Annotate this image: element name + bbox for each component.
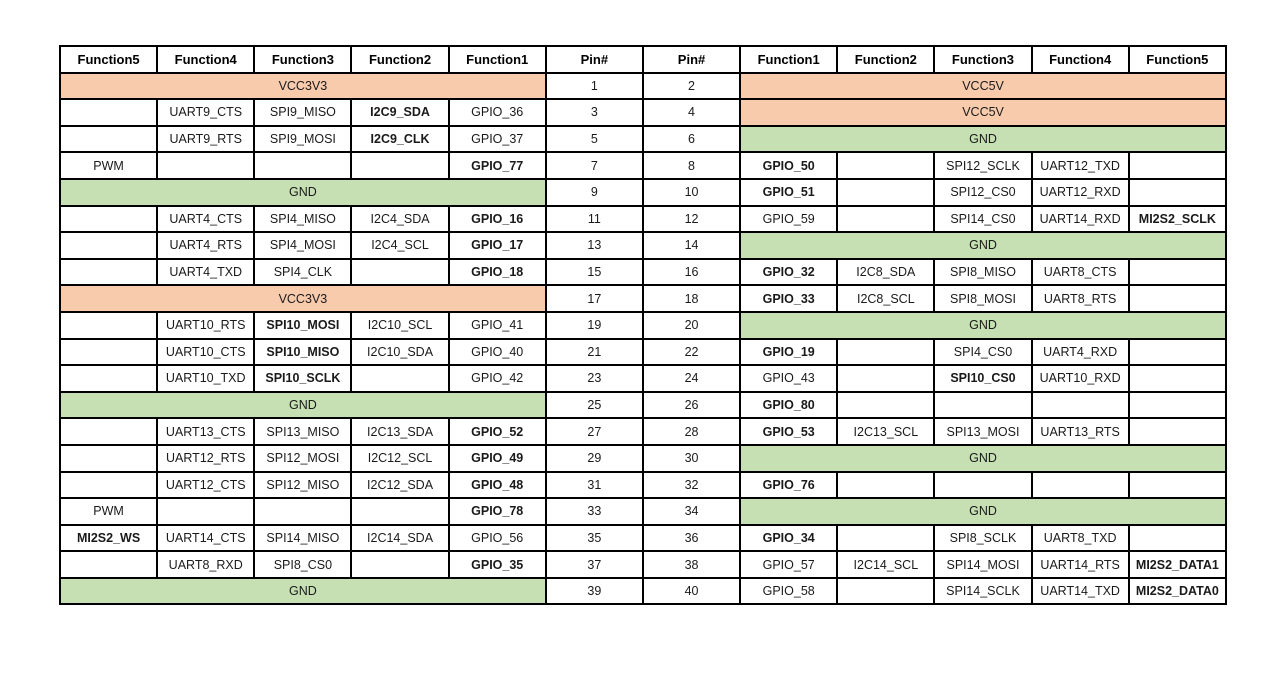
power-cell-left: VCC3V3 <box>60 285 546 312</box>
pin-number-cell-even: 6 <box>643 126 740 153</box>
function-cell-right: SPI13_MOSI <box>934 418 1031 445</box>
function-cell-left: UART13_CTS <box>157 418 254 445</box>
function-cell-left <box>254 152 351 179</box>
pin-row-9-10 <box>60 179 1226 206</box>
function-cell-right <box>1129 472 1226 499</box>
function-cell-right: GPIO_76 <box>740 472 837 499</box>
ground-cell-right: GND <box>740 312 1226 339</box>
function-cell-right: UART12_TXD <box>1032 152 1129 179</box>
function-cell-right <box>837 179 934 206</box>
function-cell-left <box>351 498 448 525</box>
function-cell-right: GPIO_50 <box>740 152 837 179</box>
function-cell-right: MI2S2_DATA0 <box>1129 578 1226 605</box>
pin-number-cell-even: 34 <box>643 498 740 525</box>
function-cell-right: GPIO_80 <box>740 392 837 419</box>
function-cell-left <box>60 445 157 472</box>
function-cell-right <box>837 206 934 233</box>
function-cell-left: GPIO_49 <box>449 445 546 472</box>
function-cell-left: GPIO_37 <box>449 126 546 153</box>
pin-number-cell-even: 8 <box>643 152 740 179</box>
function-cell-right: I2C8_SDA <box>837 259 934 286</box>
function-cell-left: UART12_CTS <box>157 472 254 499</box>
pin-number-cell-even: 14 <box>643 232 740 259</box>
power-cell-left: VCC3V3 <box>60 73 546 100</box>
function-cell-left: GPIO_42 <box>449 365 546 392</box>
pin-number-cell-odd: 23 <box>546 365 643 392</box>
pin-row-33-34 <box>60 498 1226 525</box>
column-header-function3-left: Function3 <box>254 46 351 73</box>
function-cell-right: SPI8_SCLK <box>934 525 1031 552</box>
pin-number-cell-odd: 31 <box>546 472 643 499</box>
pin-row-39-40 <box>60 578 1226 605</box>
function-cell-left: SPI14_MISO <box>254 525 351 552</box>
column-header-function4-right: Function4 <box>1032 46 1129 73</box>
function-cell-right <box>1129 179 1226 206</box>
function-cell-left <box>60 232 157 259</box>
function-cell-right: SPI12_CS0 <box>934 179 1031 206</box>
function-cell-left <box>60 126 157 153</box>
pin-number-cell-odd: 15 <box>546 259 643 286</box>
function-cell-left <box>60 206 157 233</box>
function-cell-right: GPIO_58 <box>740 578 837 605</box>
pin-row-3-4 <box>60 99 1226 126</box>
function-cell-left: PWM <box>60 152 157 179</box>
function-cell-left: SPI12_MISO <box>254 472 351 499</box>
function-cell-right: GPIO_57 <box>740 551 837 578</box>
pin-row-7-8 <box>60 152 1226 179</box>
pin-row-15-16 <box>60 259 1226 286</box>
pin-number-cell-odd: 9 <box>546 179 643 206</box>
function-cell-right: SPI14_SCLK <box>934 578 1031 605</box>
function-cell-left <box>60 418 157 445</box>
pin-number-cell-even: 20 <box>643 312 740 339</box>
function-cell-right <box>1129 525 1226 552</box>
function-cell-left <box>351 259 448 286</box>
pin-row-25-26 <box>60 392 1226 419</box>
pin-number-cell-even: 18 <box>643 285 740 312</box>
function-cell-left: GPIO_18 <box>449 259 546 286</box>
pinout-table-header <box>60 46 1226 73</box>
function-cell-left <box>60 551 157 578</box>
function-cell-left: SPI10_SCLK <box>254 365 351 392</box>
function-cell-right <box>934 392 1031 419</box>
function-cell-left: UART12_RTS <box>157 445 254 472</box>
pin-row-5-6 <box>60 126 1226 153</box>
ground-cell-left: GND <box>60 392 546 419</box>
function-cell-left: I2C12_SDA <box>351 472 448 499</box>
function-cell-right <box>1129 365 1226 392</box>
function-cell-right: UART12_RXD <box>1032 179 1129 206</box>
pin-number-cell-even: 2 <box>643 73 740 100</box>
column-header-function5-left: Function5 <box>60 46 157 73</box>
function-cell-right: GPIO_32 <box>740 259 837 286</box>
pin-number-cell-even: 24 <box>643 365 740 392</box>
column-header-function2-left: Function2 <box>351 46 448 73</box>
function-cell-left: GPIO_48 <box>449 472 546 499</box>
pin-row-31-32 <box>60 472 1226 499</box>
function-cell-left: GPIO_77 <box>449 152 546 179</box>
function-cell-left <box>60 259 157 286</box>
function-cell-right: GPIO_51 <box>740 179 837 206</box>
pin-number-cell-odd: 19 <box>546 312 643 339</box>
function-cell-right: SPI14_CS0 <box>934 206 1031 233</box>
pin-number-cell-odd: 29 <box>546 445 643 472</box>
function-cell-right: UART14_RXD <box>1032 206 1129 233</box>
pin-row-1-2 <box>60 73 1226 100</box>
pinout-table-body <box>60 73 1226 605</box>
ground-cell-right: GND <box>740 232 1226 259</box>
function-cell-left: UART14_CTS <box>157 525 254 552</box>
pin-number-cell-even: 4 <box>643 99 740 126</box>
pin-number-cell-even: 36 <box>643 525 740 552</box>
pin-row-37-38 <box>60 551 1226 578</box>
function-cell-right: UART4_RXD <box>1032 339 1129 366</box>
function-cell-right: MI2S2_DATA1 <box>1129 551 1226 578</box>
pin-number-cell-even: 38 <box>643 551 740 578</box>
function-cell-left <box>60 365 157 392</box>
function-cell-right: I2C13_SCL <box>837 418 934 445</box>
function-cell-left: I2C12_SCL <box>351 445 448 472</box>
pin-number-cell-even: 16 <box>643 259 740 286</box>
pin-row-11-12 <box>60 206 1226 233</box>
function-cell-right: SPI4_CS0 <box>934 339 1031 366</box>
function-cell-left: UART8_RXD <box>157 551 254 578</box>
function-cell-left: SPI12_MOSI <box>254 445 351 472</box>
pin-row-21-22 <box>60 339 1226 366</box>
function-cell-right: SPI12_SCLK <box>934 152 1031 179</box>
function-cell-left: I2C13_SDA <box>351 418 448 445</box>
pin-number-cell-odd: 5 <box>546 126 643 153</box>
function-cell-left: UART9_RTS <box>157 126 254 153</box>
function-cell-left: UART4_CTS <box>157 206 254 233</box>
function-cell-left: SPI9_MOSI <box>254 126 351 153</box>
function-cell-right <box>1129 392 1226 419</box>
column-header-function5-right: Function5 <box>1129 46 1226 73</box>
function-cell-left <box>60 472 157 499</box>
function-cell-left: PWM <box>60 498 157 525</box>
pin-number-cell-odd: 21 <box>546 339 643 366</box>
function-cell-left: I2C4_SDA <box>351 206 448 233</box>
function-cell-right <box>1129 339 1226 366</box>
pin-number-cell-odd: 37 <box>546 551 643 578</box>
function-cell-right <box>1129 285 1226 312</box>
pin-row-35-36 <box>60 525 1226 552</box>
ground-cell-right: GND <box>740 126 1226 153</box>
pin-number-cell-odd: 3 <box>546 99 643 126</box>
column-header-function1-left: Function1 <box>449 46 546 73</box>
pin-row-19-20 <box>60 312 1226 339</box>
function-cell-left: GPIO_40 <box>449 339 546 366</box>
function-cell-left: UART10_TXD <box>157 365 254 392</box>
pin-row-17-18 <box>60 285 1226 312</box>
function-cell-left: UART9_CTS <box>157 99 254 126</box>
function-cell-left: SPI10_MOSI <box>254 312 351 339</box>
pin-number-cell-even: 30 <box>643 445 740 472</box>
function-cell-left <box>60 339 157 366</box>
function-cell-right: GPIO_53 <box>740 418 837 445</box>
function-cell-left: UART10_CTS <box>157 339 254 366</box>
function-cell-left: I2C10_SCL <box>351 312 448 339</box>
pin-number-cell-odd: 27 <box>546 418 643 445</box>
function-cell-left: SPI13_MISO <box>254 418 351 445</box>
function-cell-left: GPIO_17 <box>449 232 546 259</box>
function-cell-right: GPIO_34 <box>740 525 837 552</box>
pin-number-cell-odd: 17 <box>546 285 643 312</box>
function-cell-right <box>1129 259 1226 286</box>
function-cell-left <box>157 152 254 179</box>
function-cell-right: UART13_RTS <box>1032 418 1129 445</box>
function-cell-left: MI2S2_WS <box>60 525 157 552</box>
function-cell-right: UART14_RTS <box>1032 551 1129 578</box>
pin-number-cell-odd: 33 <box>546 498 643 525</box>
pinout-table <box>59 45 1227 605</box>
pin-number-cell-even: 40 <box>643 578 740 605</box>
function-cell-left: SPI8_CS0 <box>254 551 351 578</box>
function-cell-right: SPI8_MOSI <box>934 285 1031 312</box>
function-cell-right: GPIO_43 <box>740 365 837 392</box>
function-cell-right <box>837 365 934 392</box>
function-cell-right: GPIO_33 <box>740 285 837 312</box>
function-cell-left <box>60 99 157 126</box>
function-cell-left: GPIO_16 <box>449 206 546 233</box>
pin-row-13-14 <box>60 232 1226 259</box>
power-cell-right: VCC5V <box>740 73 1226 100</box>
ground-cell-left: GND <box>60 578 546 605</box>
function-cell-left: I2C4_SCL <box>351 232 448 259</box>
function-cell-left: GPIO_52 <box>449 418 546 445</box>
column-header-function2-right: Function2 <box>837 46 934 73</box>
pin-number-cell-odd: 11 <box>546 206 643 233</box>
function-cell-left: SPI4_CLK <box>254 259 351 286</box>
function-cell-left: SPI4_MOSI <box>254 232 351 259</box>
pin-row-27-28 <box>60 418 1226 445</box>
function-cell-right <box>837 392 934 419</box>
function-cell-left <box>157 498 254 525</box>
ground-cell-left: GND <box>60 179 546 206</box>
function-cell-right: I2C8_SCL <box>837 285 934 312</box>
function-cell-right: SPI10_CS0 <box>934 365 1031 392</box>
pin-number-cell-even: 22 <box>643 339 740 366</box>
pin-number-cell-even: 26 <box>643 392 740 419</box>
pin-number-cell-even: 12 <box>643 206 740 233</box>
pin-number-cell-even: 28 <box>643 418 740 445</box>
function-cell-left <box>351 365 448 392</box>
function-cell-left: UART4_TXD <box>157 259 254 286</box>
pinout-table-container <box>59 45 1227 605</box>
function-cell-left: GPIO_56 <box>449 525 546 552</box>
function-cell-left: I2C10_SDA <box>351 339 448 366</box>
function-cell-left: I2C9_CLK <box>351 126 448 153</box>
function-cell-right: UART8_CTS <box>1032 259 1129 286</box>
function-cell-left: GPIO_41 <box>449 312 546 339</box>
function-cell-left: SPI10_MISO <box>254 339 351 366</box>
function-cell-right: MI2S2_SCLK <box>1129 206 1226 233</box>
function-cell-right: GPIO_59 <box>740 206 837 233</box>
function-cell-left: GPIO_78 <box>449 498 546 525</box>
function-cell-left: SPI4_MISO <box>254 206 351 233</box>
pin-number-cell-odd: 1 <box>546 73 643 100</box>
function-cell-left: SPI9_MISO <box>254 99 351 126</box>
function-cell-right: UART14_TXD <box>1032 578 1129 605</box>
function-cell-left: UART4_RTS <box>157 232 254 259</box>
function-cell-right: GPIO_19 <box>740 339 837 366</box>
function-cell-left <box>351 551 448 578</box>
power-cell-right: VCC5V <box>740 99 1226 126</box>
header-row <box>60 46 1226 73</box>
function-cell-left: UART10_RTS <box>157 312 254 339</box>
function-cell-right: SPI14_MOSI <box>934 551 1031 578</box>
function-cell-right: SPI8_MISO <box>934 259 1031 286</box>
function-cell-left <box>351 152 448 179</box>
function-cell-right <box>837 339 934 366</box>
function-cell-right <box>837 152 934 179</box>
pin-number-cell-odd: 35 <box>546 525 643 552</box>
pin-number-cell-odd: 25 <box>546 392 643 419</box>
function-cell-right <box>1129 152 1226 179</box>
function-cell-left <box>60 312 157 339</box>
function-cell-right: UART8_RTS <box>1032 285 1129 312</box>
function-cell-right <box>837 472 934 499</box>
pin-number-cell-odd: 13 <box>546 232 643 259</box>
ground-cell-right: GND <box>740 498 1226 525</box>
function-cell-right <box>837 525 934 552</box>
pin-number-cell-odd: 39 <box>546 578 643 605</box>
column-header-function1-right: Function1 <box>740 46 837 73</box>
pin-number-cell-even: 32 <box>643 472 740 499</box>
pin-number-cell-even: 10 <box>643 179 740 206</box>
function-cell-right <box>1129 418 1226 445</box>
function-cell-right: UART10_RXD <box>1032 365 1129 392</box>
pin-row-23-24 <box>60 365 1226 392</box>
function-cell-left: GPIO_36 <box>449 99 546 126</box>
function-cell-left: GPIO_35 <box>449 551 546 578</box>
pin-row-29-30 <box>60 445 1226 472</box>
function-cell-left: I2C9_SDA <box>351 99 448 126</box>
function-cell-right <box>934 472 1031 499</box>
column-header-function4-left: Function4 <box>157 46 254 73</box>
pin-number-cell-odd: 7 <box>546 152 643 179</box>
ground-cell-right: GND <box>740 445 1226 472</box>
function-cell-left: I2C14_SDA <box>351 525 448 552</box>
function-cell-right: I2C14_SCL <box>837 551 934 578</box>
function-cell-left <box>254 498 351 525</box>
function-cell-right <box>1032 472 1129 499</box>
function-cell-right <box>837 578 934 605</box>
function-cell-right: UART8_TXD <box>1032 525 1129 552</box>
column-header-function3-right: Function3 <box>934 46 1031 73</box>
function-cell-right <box>1032 392 1129 419</box>
column-header-pin-right: Pin# <box>643 46 740 73</box>
column-header-pin-left: Pin# <box>546 46 643 73</box>
